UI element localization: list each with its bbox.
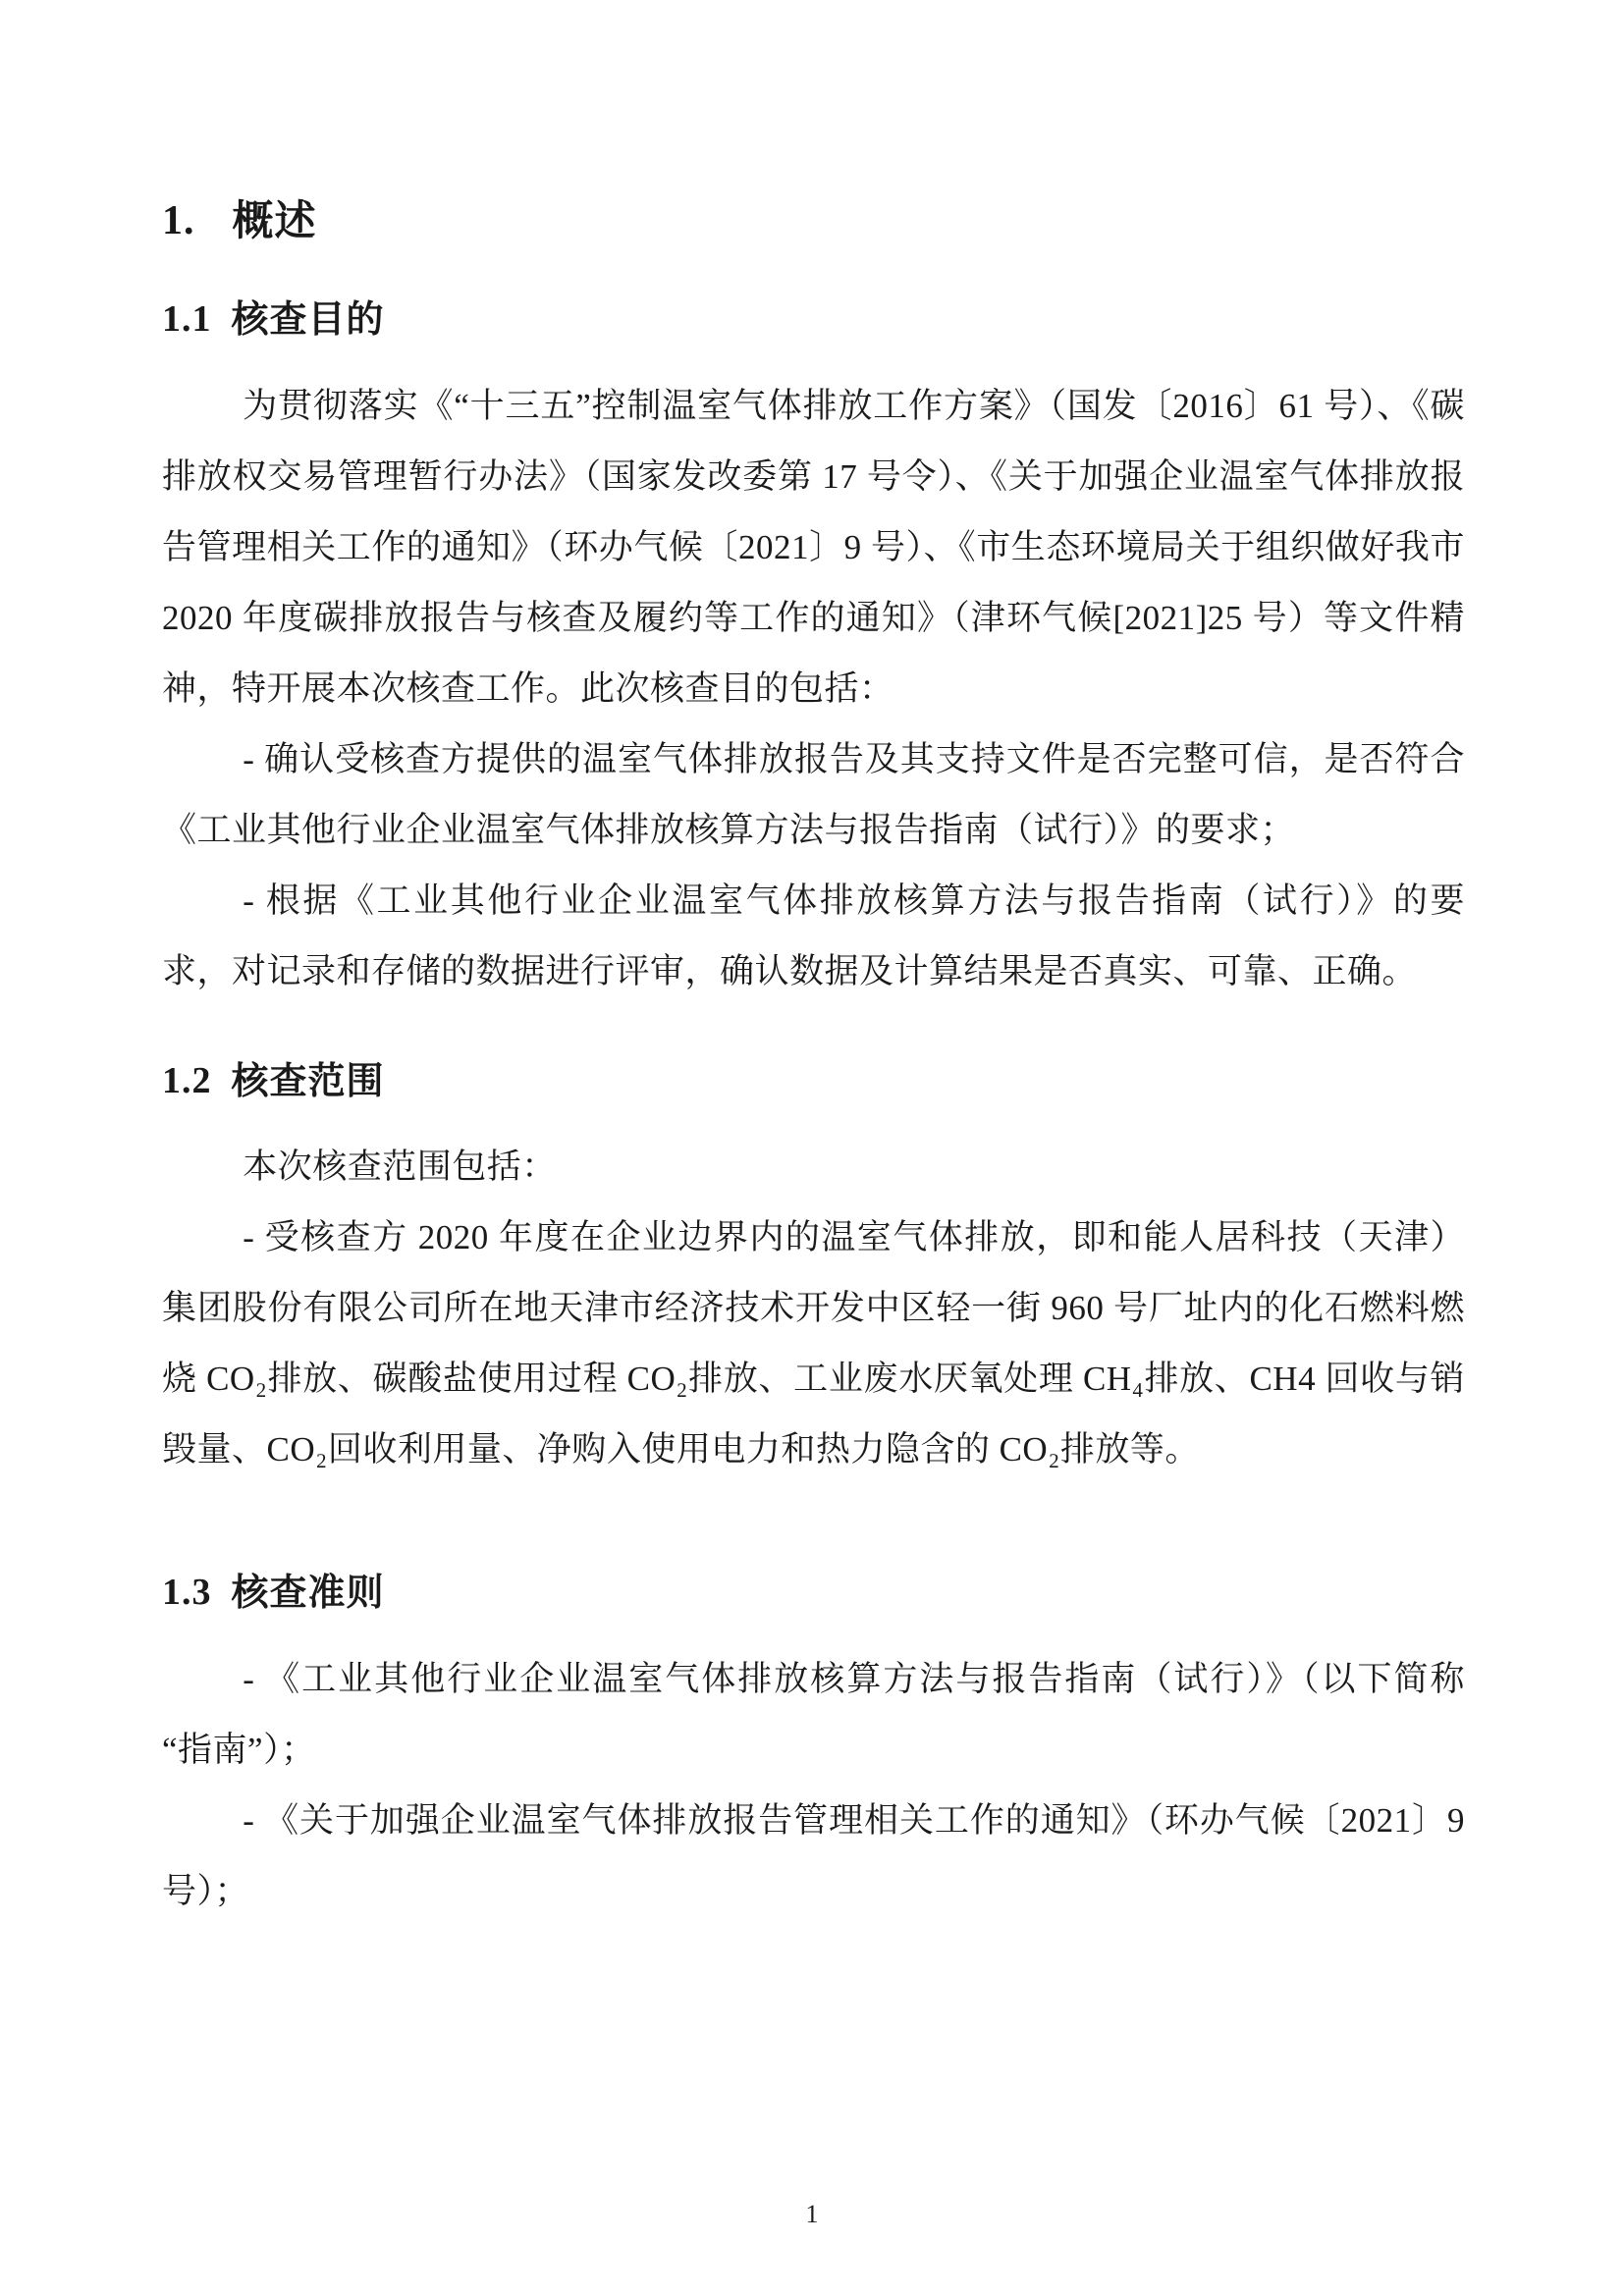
- heading-overview: [162, 196, 1465, 245]
- section-1-1-number: 1.1: [162, 298, 212, 341]
- section-heading-1-3: [162, 1570, 1465, 1617]
- section-1-2-number: 1.2: [162, 1059, 212, 1101]
- section-1-2-paragraph: 本次核查范围包括：: [243, 1148, 557, 1187]
- heading-overview-title: 概述: [232, 196, 317, 244]
- page-number: 1: [805, 2200, 819, 2228]
- section-1-1-bullet-1: - 确认受核查方提供的温室气体排放报告及其支持文件是否完整可信，是否符合《工业其他行业企业温室气体排放核算方法与报告指南（试行）》的要求；: [162, 739, 1465, 849]
- section-1-3-bullet-2: - 《关于加强企业温室气体排放报告管理相关工作的通知》（环办气候〔2021〕9 号）；: [162, 1800, 1465, 1910]
- section-heading-1-2: [162, 1058, 1465, 1105]
- section-1-1-paragraph: 为贯彻落实《“十三五”控制温室气体排放工作方案》（国发〔2016〕61 号）、《碳排放权交易管理暂行办法》（国家发改委第 17 号令）、《关于加强企业温室气体排放报告管理相关工作的通知》（环办气候〔2021〕9 号）、《市生态环境局关于组织做好我市 2020 年度碳排放报告与核查及履约等工作的通知》（津环气候[2021]25 号）等文件精神，特开展本次核查工作。此次核查目的包括：: [162, 386, 1465, 708]
- section-1-3-number: 1.3: [162, 1572, 212, 1614]
- section-1-3-title: 核查准则: [231, 1571, 385, 1615]
- heading-overview-number: 1.: [162, 198, 195, 243]
- section-1-3-bullet-1: - 《工业其他行业企业温室气体排放核算方法与报告指南（试行）》（以下简称“指南”）；: [162, 1659, 1465, 1769]
- section-1-1-bullet-2: - 根据《工业其他行业企业温室气体排放核算方法与报告指南（试行）》的要求，对记录和存储的数据进行评审，确认数据及计算结果是否真实、可靠、正确。: [162, 881, 1465, 990]
- document-content: [162, 196, 1465, 1927]
- section-1-1-title: 核查目的: [231, 297, 385, 342]
- section-1-2-bullet-1: - 受核查方 2020 年度在企业边界内的温室气体排放，即和能人居科技（天津）集团股份有限公司所在地天津市经济技术开发中区轻一街 960 号厂址内的化石燃料燃烧 CO₂排放、碳酸盐使用过程 CO₂排放、工业废水厌氧处理 CH₄排放、CH4 回收与销毁量、CO₂回收利用量、净购入使用电力和热力隐含的 CO₂排放等。: [162, 1218, 1465, 1469]
- section-heading-1-1: [162, 296, 1465, 344]
- section-1-2-title: 核查范围: [231, 1058, 385, 1102]
